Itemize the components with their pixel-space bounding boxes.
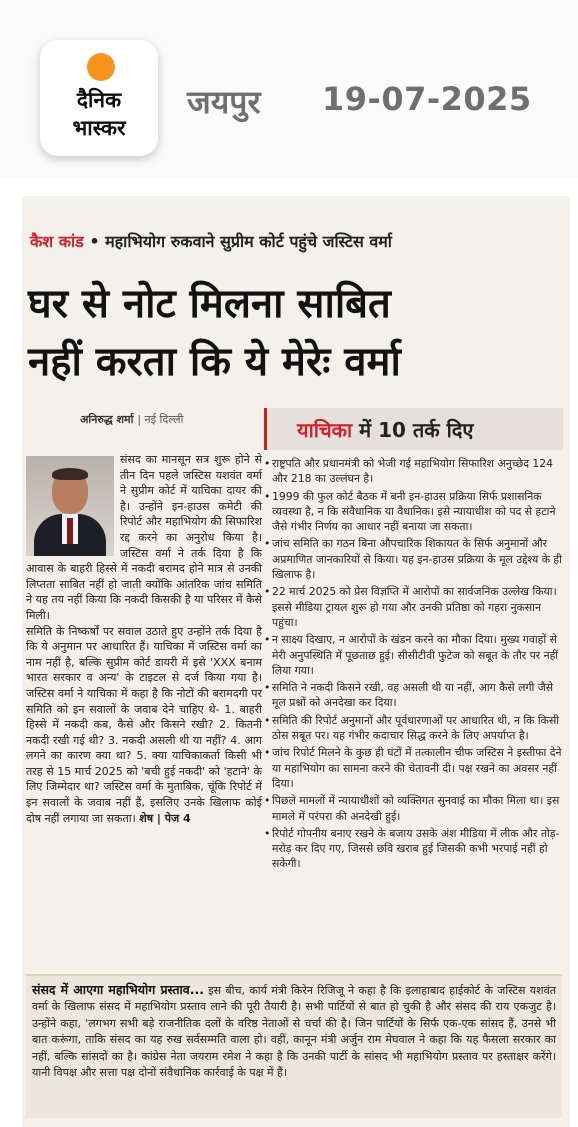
petition-point: • पिछले मामलों में न्यायाधीशों को व्यक्तिगत सुनवाई का मौका मिला था। इस मामले में परंपरा की अनदेखी हुई। xyxy=(264,793,564,824)
article-kicker xyxy=(30,230,562,252)
impeachment-lead: संसद में आएगा महाभियोग प्रस्ताव... xyxy=(32,982,204,997)
edition-city: जयपुर xyxy=(187,83,261,121)
petition-point: • न साक्ष्य दिखाए, न आरोपों के खंडन करने का मौका दिया। मुख्य गवाहों से मेरी अनुपस्थिति में पूछताछ हुई। सीसीटीवी फुटेज को सबूत के तौर पर नहीं लिया गया। xyxy=(264,632,564,678)
body-paragraph-2 xyxy=(26,624,262,827)
impeachment-sidebar xyxy=(26,974,562,1118)
body-paragraph-1: संसद का मानसून सत्र शुरू होने से तीन दिन पहले जस्टिस यशवंत वर्मा ने सुप्रीम कोर्ट में याचिका दायर की है। उन्होंने इन-हाउस कमेटी की रिपोर्ट और महाभियोग की सिफारिश रद्द करने का अनुरोध किया है। जस्टिस वर्मा ने तर्क दिया है कि आवास के बाहरी हिस्से में नकदी बरामद होने मात्र से उनकी लिप्तता साबित नहीं हो जाती क्योंकि आंतरिक जांच समिति ने यह तय नहीं किया कि नकदी किसकी है या परिसर में कैसे मिली। xyxy=(26,453,262,622)
petition-title-rest: में 10 तर्क दिए xyxy=(359,418,474,442)
petition-points-list xyxy=(264,456,564,874)
petition-heading-box xyxy=(264,408,563,450)
petition-point: • समिति ने नकदी किसने रखी, वह असली थी या नहीं, आग कैसे लगी जैसे मूल प्रश्नों को अनदेखा कर दिया। xyxy=(264,680,564,711)
byline-author: अनिरुद्ध शर्मा xyxy=(80,413,134,426)
petition-title xyxy=(297,416,473,443)
article-body xyxy=(26,452,262,826)
headline-line1: घर से नोट मिलना साबित xyxy=(28,281,391,327)
byline xyxy=(80,412,183,427)
petition-title-red: याचिका xyxy=(297,418,353,442)
byline-place: | नई दिल्ली xyxy=(137,413,184,426)
petition-point: • 1999 की फुल कोर्ट बैठक में बनी इन-हाउस प्रक्रिया सिर्फ प्रशासनिक व्यवस्था है, न कि संवैधानिक या वैधानिक। इसे न्यायाधीश को पद से हटाने जैसे गंभीर निर्णय का आधार नहीं बनाया जा सकता। xyxy=(264,489,564,535)
impeachment-body: इस बीच, कार्य मंत्री किरेन रिजिजू ने कहा है कि इलाहाबाद हाईकोर्ट के जस्टिस यशवंत वर्मा के खिलाफ संसद में महाभियोग प्रस्ताव लाने की पूरी तैयारी है। सभी पार्टियों से बात हो चुकी है और संसद की राय एकजुट है। उन्होंने कहा, 'लगभग सभी बड़े राजनीतिक दलों के वरिष्ठ नेताओं से चर्चा की है। जिन पार्टियों के सिर्फ एक-एक सांसद हैं, उनसे भी बात करूंगा, ताकि संसद का यह रुख सर्वसम्मति वाला हो। वहीं, कानून मंत्री अर्जुन राम मेघवाल ने कहा कि यह फैसला सरकार का नहीं, बल्कि सांसदों का है। कांग्रेस नेता जयराम रमेश ने कहा है कि उनकी पार्टी के सांसद भी महाभियोग प्रस्ताव पर हस्ताक्षर करेंगे। यानी विपक्ष और सत्ता पक्ष दोनों संवैधानिक कार्रवाई के पक्ष में हैं। xyxy=(32,984,556,1080)
logo-text-line2: भास्कर xyxy=(72,116,126,140)
impeachment-text xyxy=(32,982,556,1081)
petition-point: • जांच रिपोर्ट मिलने के कुछ ही घंटों में तत्कालीन चीफ जस्टिस ने इस्तीफा देने या महाभियोग का सामना करने की चेतावनी दी। पक्ष रखने का अवसर नहीं दिया। xyxy=(264,745,564,791)
headline-line2: नहीं करता कि ये मेरेः वर्मा xyxy=(28,339,401,385)
kicker-text: • महाभियोग रुकवाने सुप्रीम कोर्ट पहुंचे जस्टिस वर्मा xyxy=(89,232,392,251)
newspaper-logo xyxy=(40,40,158,156)
article-tag: कैश कांड xyxy=(30,232,84,251)
petition-point: • 22 मार्च 2025 को प्रेस विज्ञप्ति में आरोपों का सार्वजनिक उल्लेख किया। इससे मीडिया ट्रायल शुरू हो गया और उनकी प्रतिष्ठा को गहरा नुकसान पहुंचा। xyxy=(264,584,564,630)
body-paragraph-2-text: समिति के निष्कर्षों पर सवाल उठाते हुए उन्होंने तर्क दिया है कि ये अनुमान पर आधारित हैं। याचिका में जस्टिस वर्मा का नाम नहीं है, बल्कि सुप्रीम कोर्ट डायरी में इसे 'XXX बनाम भारत सरकार व अन्य' के टाइटल से दर्ज किया गया है। जस्टिस वर्मा ने याचिका में कहा है कि नोटों की बरामदगी पर समिति को इन सवालों के जवाब देने चाहिए थे- 1. बाहरी हिस्से में नकदी कब, कैसे और किसने रखी? 2. कितनी नकदी रखी गई थी? 3. नकदी असली थी या नहीं? 4. आग लगने का कारण क्या था? 5. क्या याचिकाकर्ता किसी भी तरह से 15 मार्च 2025 को 'बची हुई नकदी' को 'हटाने' के लिए जिम्मेदार था? जस्टिस वर्मा के मुताबिक, चूंकि रिपोर्ट में इन सवालों के जवाब नहीं हैं, इसलिए उनके खिलाफ कोई दोष नहीं लगाया जा सकता। xyxy=(26,624,262,825)
sun-icon xyxy=(87,53,115,81)
logo-text-line1: दैनिक xyxy=(76,88,122,112)
petition-point: • समिति की रिपोर्ट अनुमानों और पूर्वधारणाओं पर आधारित थी, न कि किसी ठोस सबूत पर। यह गंभीर कदाचार सिद्ध करने के लिए अपर्याप्त है। xyxy=(264,713,564,744)
newspaper-clipping xyxy=(22,196,570,1127)
header xyxy=(0,0,578,178)
edition-date: 19-07-2025 xyxy=(322,80,532,118)
petition-point: • राष्ट्रपति और प्रधानमंत्री को भेजी गई महाभियोग सिफारिश अनुच्छेद 124 और 218 का उल्लंघन है। xyxy=(264,456,564,487)
petition-point: • रिपोर्ट गोपनीय बनाए रखने के बजाय उसके अंश मीडिया में लीक और तोड़-मरोड़ कर दिए गए, जिससे छवि खराब हुई जिसकी कभी भरपाई नहीं हो सकेगी। xyxy=(264,826,564,872)
continued-label: शेष | पेज 4 xyxy=(139,811,191,825)
petition-point: • जांच समिति का गठन बिना औपचारिक शिकायत के सिर्फ अनुमानों और अप्रमाणित जानकारियों से किया। यह इन-हाउस प्रक्रिया के मूल उद्देश्य के ही खिलाफ है। xyxy=(264,536,564,582)
justice-photo xyxy=(26,456,114,556)
